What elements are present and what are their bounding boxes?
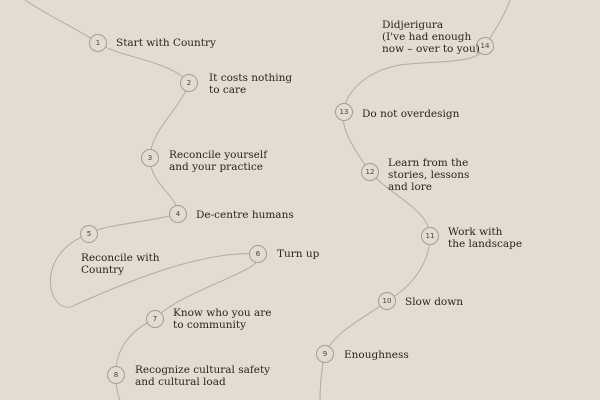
- step-label-9: Enoughness: [344, 349, 409, 361]
- step-node-14: 14: [476, 37, 494, 55]
- step-label-8: Recognize cultural safety and cultural load: [135, 364, 271, 388]
- step-node-3: 3: [141, 149, 159, 167]
- step-node-2: 2: [180, 74, 198, 92]
- step-label-1: Start with Country: [116, 37, 216, 49]
- step-node-7: 7: [146, 310, 164, 328]
- step-node-9: 9: [316, 345, 334, 363]
- step-label-12: Learn from the stories, lessons and lore: [388, 157, 470, 193]
- step-label-6: Turn up: [277, 248, 320, 260]
- step-node-10: 10: [378, 292, 396, 310]
- step-label-11: Work with the landscape: [448, 226, 523, 250]
- step-label-3: Reconcile yourself and your practice: [169, 149, 268, 173]
- step-label-5: Reconcile with Country: [81, 252, 160, 276]
- step-node-1: 1: [89, 34, 107, 52]
- step-node-6: 6: [249, 245, 267, 263]
- step-label-4: De-centre humans: [196, 209, 294, 221]
- step-node-13: 13: [335, 103, 353, 121]
- step-label-10: Slow down: [405, 296, 463, 308]
- step-label-7: Know who you are to community: [173, 307, 272, 331]
- step-node-12: 12: [361, 163, 379, 181]
- step-label-14: Didjerigura (I've had enough now – over to you): [382, 19, 480, 55]
- step-node-4: 4: [169, 205, 187, 223]
- step-label-2: It costs nothing to care: [209, 72, 293, 96]
- step-node-5: 5: [80, 225, 98, 243]
- step-label-13: Do not overdesign: [362, 108, 460, 120]
- step-node-8: 8: [107, 366, 125, 384]
- step-node-11: 11: [421, 227, 439, 245]
